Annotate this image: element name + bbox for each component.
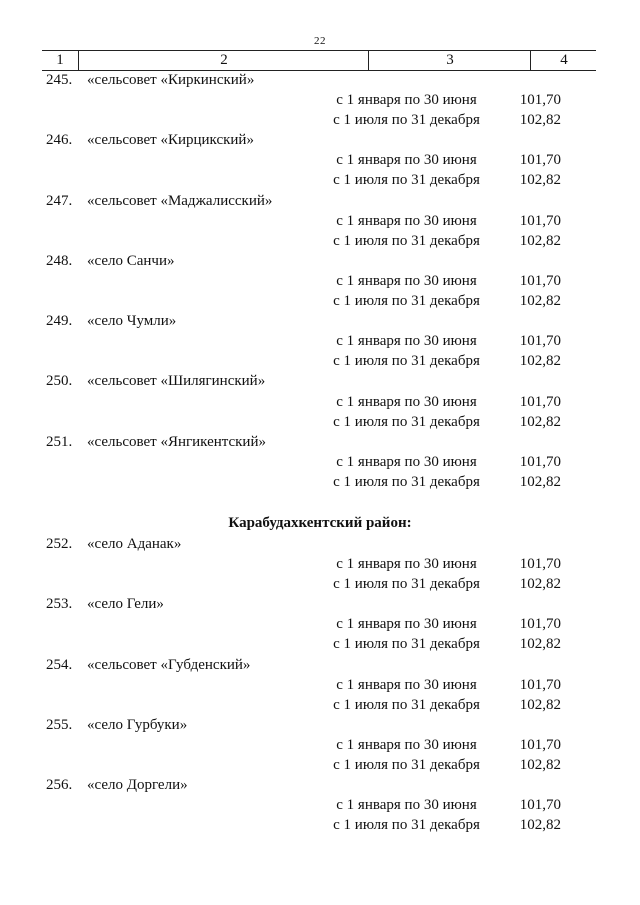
entry-row-second-half bbox=[0, 110, 640, 130]
entry-name: «село Гурбуки» bbox=[87, 716, 188, 733]
period-text: с 1 января по 30 июня bbox=[336, 453, 477, 470]
page-number: 22 bbox=[314, 35, 326, 47]
value-text: 101,70 bbox=[519, 676, 561, 693]
value-text: 101,70 bbox=[519, 453, 561, 470]
value-text: 102,82 bbox=[519, 576, 561, 593]
period-text: с 1 января по 30 июня bbox=[336, 616, 477, 633]
entry-name: «сельсовет «Киркинский» bbox=[87, 72, 255, 88]
entry-row-first-half bbox=[0, 554, 640, 574]
period-text: с 1 января по 30 июня bbox=[336, 797, 477, 814]
period-text: с 1 июля по 31 декабря bbox=[333, 413, 480, 430]
period-text: с 1 июля по 31 декабря bbox=[333, 232, 480, 249]
header-col-1: 1 bbox=[56, 52, 64, 68]
period-text: с 1 января по 30 июня bbox=[336, 92, 477, 109]
entry-number: 251. bbox=[46, 433, 73, 450]
period-text: с 1 июля по 31 декабря bbox=[333, 696, 480, 713]
entry-number: 255. bbox=[46, 716, 73, 733]
period-text: с 1 января по 30 июня bbox=[336, 272, 477, 289]
entry-row-second-half bbox=[0, 412, 640, 432]
section-title: Карабудахкентский район: bbox=[228, 515, 412, 531]
entry-row-first-half bbox=[0, 392, 640, 412]
entry-row-first-half bbox=[0, 675, 640, 695]
entry-name: «село Доргели» bbox=[87, 777, 188, 794]
value-text: 101,70 bbox=[519, 92, 561, 109]
entry-row-second-half bbox=[0, 351, 640, 371]
period-text: с 1 июля по 31 декабря bbox=[333, 757, 480, 774]
header-col-2: 2 bbox=[78, 51, 369, 70]
entry-number: 246. bbox=[46, 132, 73, 149]
value-text: 101,70 bbox=[519, 797, 561, 814]
entry-row-second-half bbox=[0, 170, 640, 190]
entry-heading bbox=[0, 191, 640, 211]
entry-row-second-half bbox=[0, 574, 640, 594]
value-text: 102,82 bbox=[519, 757, 561, 774]
entry-heading bbox=[0, 775, 640, 795]
entry-row-first-half bbox=[0, 795, 640, 815]
period-text: с 1 июля по 31 декабря bbox=[333, 473, 480, 490]
value-text: 102,82 bbox=[519, 473, 561, 490]
entry-row-first-half bbox=[0, 331, 640, 351]
entry-number: 249. bbox=[46, 313, 73, 330]
entry-row-second-half bbox=[0, 634, 640, 654]
entry-number: 252. bbox=[46, 536, 73, 552]
period-text: с 1 июля по 31 декабря bbox=[333, 353, 480, 370]
entry-name: «сельсовет «Губденский» bbox=[87, 656, 251, 673]
value-text: 102,82 bbox=[519, 293, 561, 310]
period-text: с 1 июля по 31 декабря bbox=[333, 293, 480, 310]
entries-group-1 bbox=[0, 70, 640, 492]
period-text: с 1 июля по 31 декабря bbox=[333, 112, 480, 129]
entry-row-second-half bbox=[0, 755, 640, 775]
entry-name: «сельсовет «Маджалисский» bbox=[87, 192, 273, 209]
table-header bbox=[42, 50, 596, 71]
entry-number: 256. bbox=[46, 777, 73, 794]
value-text: 102,82 bbox=[519, 232, 561, 249]
period-text: с 1 июля по 31 декабря bbox=[333, 636, 480, 653]
period-text: с 1 июля по 31 декабря bbox=[333, 576, 480, 593]
entry-row-first-half bbox=[0, 452, 640, 472]
entry-name: «сельсовет «Кирцикский» bbox=[87, 132, 254, 149]
value-text: 101,70 bbox=[519, 333, 561, 350]
value-text: 102,82 bbox=[519, 413, 561, 430]
header-col-3: 3 bbox=[368, 51, 531, 70]
entry-number: 254. bbox=[46, 656, 73, 673]
value-text: 101,70 bbox=[519, 736, 561, 753]
entry-number: 248. bbox=[46, 252, 73, 269]
entry-heading bbox=[0, 311, 640, 331]
entry-number: 253. bbox=[46, 596, 73, 613]
value-text: 101,70 bbox=[519, 616, 561, 633]
header-col-4: 4 bbox=[530, 51, 597, 70]
entry-row-second-half bbox=[0, 472, 640, 492]
entries-group-2 bbox=[0, 534, 640, 835]
value-text: 101,70 bbox=[519, 212, 561, 229]
value-text: 102,82 bbox=[519, 112, 561, 129]
entry-row-second-half bbox=[0, 815, 640, 835]
entry-name: «сельсовет «Янгикентский» bbox=[87, 433, 266, 450]
entry-name: «село Санчи» bbox=[87, 252, 175, 269]
entry-row-second-half bbox=[0, 291, 640, 311]
period-text: с 1 января по 30 июня bbox=[336, 556, 477, 573]
value-text: 102,82 bbox=[519, 817, 561, 834]
period-text: с 1 июля по 31 декабря bbox=[333, 172, 480, 189]
entry-row-second-half bbox=[0, 231, 640, 251]
period-text: с 1 января по 30 июня bbox=[336, 333, 477, 350]
entry-heading bbox=[0, 715, 640, 735]
value-text: 101,70 bbox=[519, 272, 561, 289]
entry-name: «село Аданак» bbox=[87, 536, 182, 552]
entry-heading bbox=[0, 371, 640, 391]
entry-number: 245. bbox=[46, 72, 73, 88]
period-text: с 1 января по 30 июня bbox=[336, 152, 477, 169]
entry-heading bbox=[0, 534, 640, 554]
value-text: 101,70 bbox=[519, 152, 561, 169]
period-text: с 1 января по 30 июня bbox=[336, 736, 477, 753]
period-text: с 1 июля по 31 декабря bbox=[333, 817, 480, 834]
value-text: 102,82 bbox=[519, 636, 561, 653]
entry-heading bbox=[0, 655, 640, 675]
entry-row-first-half bbox=[0, 211, 640, 231]
value-text: 101,70 bbox=[519, 556, 561, 573]
period-text: с 1 января по 30 июня bbox=[336, 676, 477, 693]
value-text: 102,82 bbox=[519, 353, 561, 370]
value-text: 102,82 bbox=[519, 172, 561, 189]
entry-row-first-half bbox=[0, 614, 640, 634]
entry-heading bbox=[0, 432, 640, 452]
entry-row-first-half bbox=[0, 735, 640, 755]
entry-row-first-half bbox=[0, 90, 640, 110]
value-text: 101,70 bbox=[519, 393, 561, 410]
period-text: с 1 января по 30 июня bbox=[336, 393, 477, 410]
entry-name: «село Чумли» bbox=[87, 313, 177, 330]
entry-heading bbox=[0, 594, 640, 614]
entry-heading bbox=[0, 130, 640, 150]
entry-heading bbox=[0, 251, 640, 271]
period-text: с 1 января по 30 июня bbox=[336, 212, 477, 229]
value-text: 102,82 bbox=[519, 696, 561, 713]
entry-name: «сельсовет «Шилягинский» bbox=[87, 373, 266, 390]
entry-heading bbox=[0, 70, 640, 90]
entry-number: 250. bbox=[46, 373, 73, 390]
entry-name: «село Гели» bbox=[87, 596, 164, 613]
entry-row-first-half bbox=[0, 271, 640, 291]
entry-row-second-half bbox=[0, 695, 640, 715]
entry-row-first-half bbox=[0, 150, 640, 170]
entry-number: 247. bbox=[46, 192, 73, 209]
